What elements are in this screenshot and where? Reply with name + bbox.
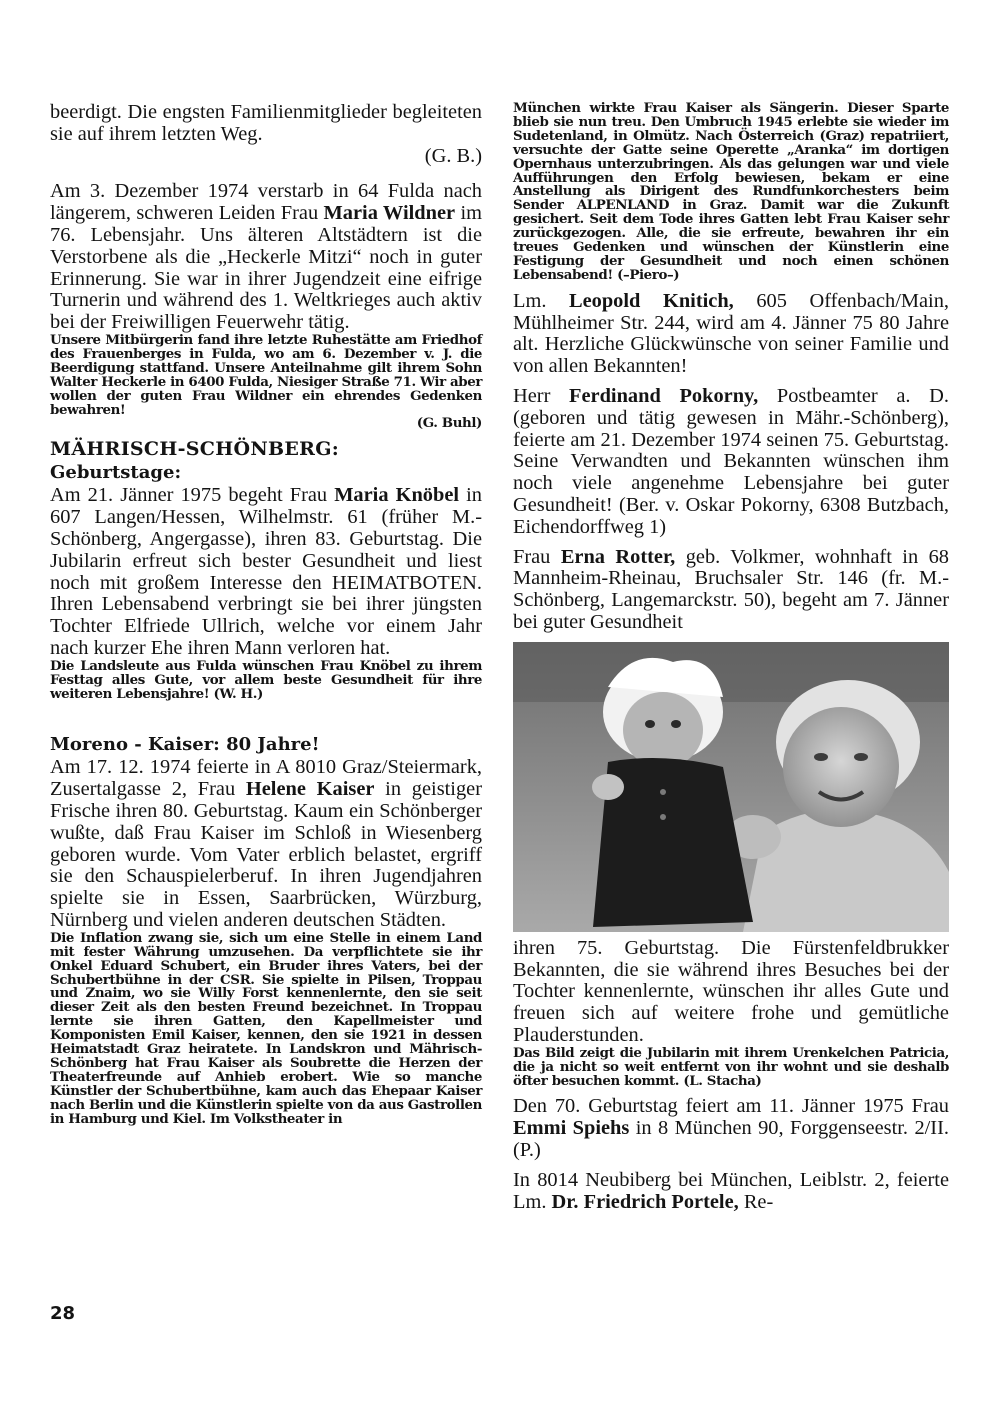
article-kaiser: Am 17. 12. 1974 feierte in A 8010 Graz/Steiermark, Zusertalgasse 2, Frau Helene Kaiser in geistiger Frische ihren 80. Geburtstag. Kaum ein Schönberger wußte, daß Frau Kaiser im Schloß in Wiesenberg geboren wurde. Vom Vater erblich belastet, ergriff sie den Schauspielerberuf. In ihren Jugendjahren spielte sie in Essen, Saarbrücken, Würzburg, Nürnberg und vielen anderen deutschen Städten. (50, 756, 482, 931)
obituary-end-text: beerdigt. Die engsten Familienmitglieder begleiteten sie auf ihrem letzten Weg. (50, 101, 482, 145)
section-heading: MÄHRISCH-SCHÖNBERG: (50, 438, 340, 461)
obituary-wildner: Am 3. Dezember 1974 verstarb in 64 Fulda nach längerem, schweren Leiden Frau Maria Wildner im 76. Lebensjahr. Uns älteren Altstädtern ist die Verstorbene als die „Heckerle Mitzi“ noch in guter Erinnerung. Sie war in ihrer Jugendzeit eine eifrige Turnerin und während des 1. Weltkrieges auch aktiv bei der Freiwilligen Feuerwehr tätig. (50, 180, 483, 334)
person-name: Emmi Spiehs (513, 1117, 630, 1140)
birthday-spiehs: Den 70. Geburtstag feiert am 11. Jänner 1975 Frau Emmi Spiehs in 8 München 90, Forggenseestr. 2/II. (P.) (513, 1095, 949, 1162)
birthday-pokorny: Herr Ferdinand Pokorny, Postbeamter a. D. (geboren und tätig gewesen in Mähr.-Schönberg), feierte am 21. Dezember 1974 seinen 75. Geburtstag. Seine Verwandten und Bekannten wünschen ihm noch viele angenehme Lebensjahre bei guter Gesundheit! (Ber. v. Oskar Pokorny, 6308 Butzbach, Eichendorffweg 1) (513, 384, 950, 538)
person-name: Dr. Friedrich Portele, (551, 1190, 739, 1213)
birthday-rotter: Frau Erna Rotter, geb. Volkmer, wohnhaft in 68 Mannheim-Rheinau, Bruchsaler Str. 146 (fr. M.-Schönberg, Langemarckstr. 50), begeht am 7. Jänner bei guter Gesundheit (513, 545, 949, 633)
article-kaiser-continued: Die Inflation zwang sie, sich um eine Stelle in einem Land mit fester Währung umzusehen. Da verpflichtete sie ihr Onkel Eduard Schubert, ein Bruder ihres Vaters, bei der Schubertbühne in der CSR. Sie spielte in Pilsen, Troppau und Znaim, wo sie Willy Forst kennenlernte, den sie seit dieser Zeit als den besten Freund bezeichnet. In Troppau lernte sie ihren Gatten, den Kapellmeister und Komponisten Emil Kaiser, kennen, den sie 1921 in dessen Heimatstadt Graz heiratete. In Landskron und Mährisch-Schönberg hat Frau Kaiser als Soubrette die Herzen der Theaterfreunde auf Anhieb erobert. Wie so manche Künstler der Schubertbühne, kam auch das Ehepaar Kaiser nach Berlin und die Künstlerin spielte von da aus Gastrollen in Hamburg und Kiel. Im Volkstheater in (50, 929, 482, 1127)
person-name: Ferdinand Pokorny, (569, 384, 759, 407)
page-number: 28 (50, 1303, 76, 1324)
photo-caption: Das Bild zeigt die Jubilarin mit ihrem Urenkelchen Patricia, die ja nicht so weit entfernt von ihr wohnt und sie deshalb öfter besuchen kommt. (L. Stacha) (513, 1044, 949, 1089)
birthday-knoebel-note: Die Landsleute aus Fulda wünschen Frau Knöbel zu ihrem Festtag alles Gute, vor allem beste Gesundheit für ihre weiteren Lebensjahre! (W. H.) (50, 657, 482, 702)
birthday-rotter-continued: ihren 75. Geburtstag. Die Fürstenfeldbrukker Bekannten, die sie während ihres Besuches bei der Tochter kennenlernte, wünschen ihr alles Gute und freuen sich auf weitere frohe und gemütliche Plauderstunden. (513, 936, 949, 1046)
birthday-portele: In 8014 Neubiberg bei München, Leiblstr. 2, feierte Lm. Dr. Friedrich Portele, Re- (513, 1168, 949, 1213)
person-name: Maria Knöbel (334, 484, 460, 507)
person-name: Helene Kaiser (245, 778, 375, 801)
obituary-wildner-note: Unsere Mitbürgerin fand ihre letzte Ruhestätte am Friedhof des Frauenberges in Fulda, wo am 6. Dezember v. J. die Beerdigung stattfand. Unsere Anteilnahme gilt ihrem Sohn Walter Heckerle in 6400 Fulda, Niesiger Straße 71. Wir aber wollen der guten Frau Wildner ein ehrendes Gedenken bewahren! (50, 331, 482, 418)
left-column (50, 102, 482, 1126)
birthday-knitich: Lm. Leopold Knitich, 605 Offenbach/Main, Mühlheimer Str. 244, wird am 4. Jänner 75 80 Jahre alt. Herzliche Glückwünsche von seiner Familie und von allen Bekannten! (513, 289, 950, 378)
author-initials: (G. B.) (424, 144, 482, 167)
person-name: Erna Rotter, (560, 545, 676, 568)
birthday-knoebel: Am 21. Jänner 1975 begeht Frau Maria Knöbel in 607 Langen/Hessen, Wilhelmstr. 61 (früher M.-Schönberg, Angergasse), ihren 83. Geburtstag. Die Jubilarin erfreut sich bester Gesundheit und liest noch mit großem Interesse den HEIMATBOTEN. Ihren Lebensabend verbringt sie bei ihrer jüngsten Tochter Elfriede Ullrich, welche vor einem Jahr nach kurzer Ehe ihren Mann verloren hat. (50, 484, 482, 659)
person-name: Leopold Knitich, (569, 289, 734, 312)
person-name: Maria Wildner (323, 202, 456, 225)
article-heading-kaiser: Moreno - Kaiser: 80 Jahre! (50, 734, 320, 756)
photo-grandmother-baby (513, 642, 949, 932)
section-subheading: Geburtstage: (50, 462, 182, 484)
right-column (513, 102, 949, 1213)
author-signature: (G. Buhl) (416, 415, 482, 432)
article-kaiser-end: München wirkte Frau Kaiser als Sängerin. Dieser Sparte blieb sie nun treu. Den Umbruch 1945 erlebte sie wieder im Sudetenland, in Olmütz. Nach Österreich (Graz) repatriiert, versuchte der Gatte seine Operette „Aranka“ im dortigen Opernhaus unterzubringen. Als das gelungen war und viele Aufführungen den Erfolg bewiesen, bekam er eine Anstellung als Dirigent des Rundfunkorchesters beim Sender ALPENLAND in Graz. Damit war die Zukunft gesichert. Seit dem Tode ihres Gatten lebt Frau Kaiser sehr zurückgezogen. Alle, die sie erfreute, bewahren ihr ein treues Gedenken und wünschen der Künstlerin eine Festigung der Gesundheit und noch einen schönen Lebensabend! (–Piero–) (513, 100, 949, 283)
photo-image (513, 642, 949, 932)
